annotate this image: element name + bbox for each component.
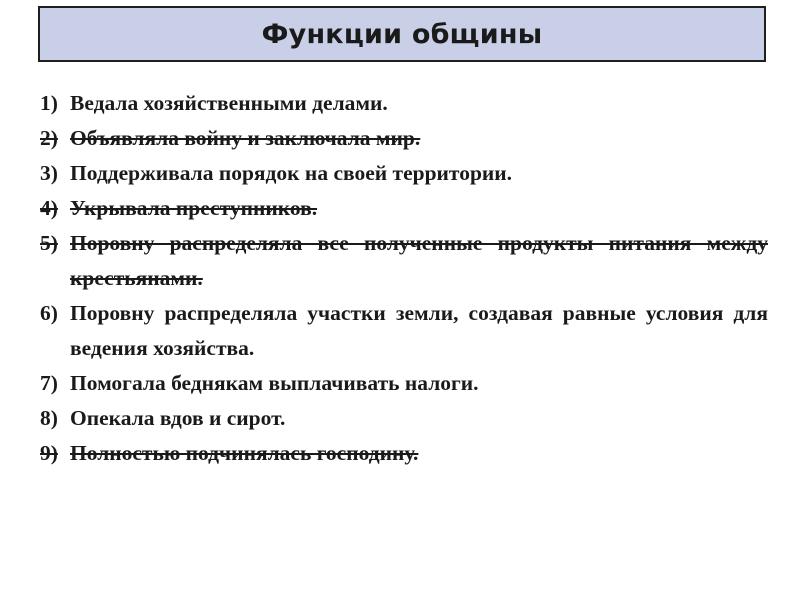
list-item-3 <box>40 156 768 191</box>
functions-list <box>40 86 768 471</box>
list-item-5 <box>40 226 768 296</box>
list-item-7 <box>40 366 768 401</box>
item-number: 4) <box>40 196 58 220</box>
item-number: 2) <box>40 126 58 150</box>
list-item-1 <box>40 86 768 121</box>
item-text: Поровну распределяла все полученные продукты питания между крестьянами. <box>70 231 768 290</box>
item-text: Опекала вдов и сирот. <box>70 406 286 430</box>
item-number: 7) <box>40 371 58 395</box>
item-text: Объявляла войну и заключала мир. <box>70 126 421 150</box>
list-item-8 <box>40 401 768 436</box>
item-text: Полностью подчинялась господину. <box>70 441 419 465</box>
item-number: 8) <box>40 406 58 430</box>
title-banner <box>38 6 766 62</box>
item-number: 9) <box>40 441 58 465</box>
list-item-4 <box>40 191 768 226</box>
item-number: 1) <box>40 91 58 115</box>
item-text: Поддерживала порядок на своей территории. <box>70 161 513 185</box>
item-text: Помогала беднякам выплачивать налоги. <box>70 371 479 395</box>
item-text: Поровну распределяла участки земли, создавая равные условия для ведения хозяйства. <box>70 301 768 360</box>
list-item-9 <box>40 436 768 471</box>
item-number: 6) <box>40 301 58 325</box>
list-item-6 <box>40 296 768 366</box>
item-number: 5) <box>40 231 58 255</box>
slide-title: Функции общины <box>261 18 543 50</box>
item-text: Ведала хозяйственными делами. <box>70 91 388 115</box>
item-text: Укрывала преступников. <box>70 196 318 220</box>
item-number: 3) <box>40 161 58 185</box>
list-item-2 <box>40 121 768 156</box>
